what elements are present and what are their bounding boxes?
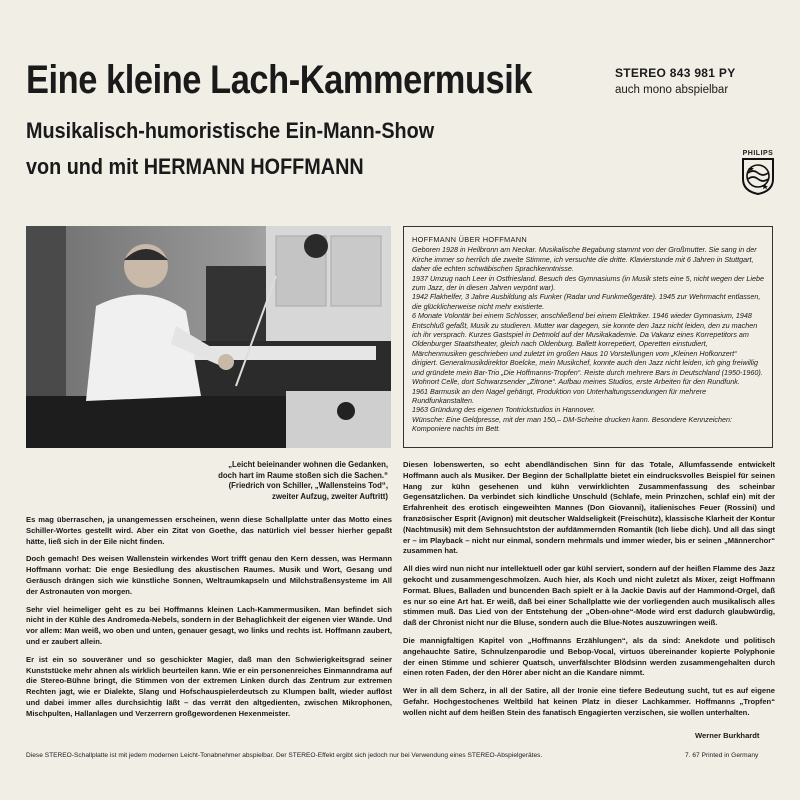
printed-in: 7. 67 Printed in Germany (685, 752, 759, 759)
philips-logo (738, 150, 778, 200)
philips-shield-icon (741, 157, 775, 195)
studio-photo (26, 226, 391, 448)
liner-paragraph: Sehr viel heimeliger geht es zu bei Hoffmanns kleinen Lach-Kammermusiken. Man befindet sich nicht in der Kühle des Andromeda-Nebels, sondern in der Behaglichkeit der eigenen vier Wände. Und vor allem: Man weiß, wo oben und unten, genauer gesagt, wo links und rechts ist. Hoffmann zaubert, und er zaubert allein. (26, 604, 392, 646)
liner-paragraph: Es mag überraschen, ja unangemessen erscheinen, wenn diese Schallplatte unter das Motto eines Schiller-Wortes gestellt wird. Aber ein Zitat von Goethe, das natürlich viel besser hierher gepaßt hätte, ließ sich in der Eile nicht finden. (26, 515, 392, 546)
bio-heading: HOFFMANN ÜBER HOFFMANN (412, 235, 527, 244)
liner-paragraph: Die mannigfaltigen Kapitel von „Hoffmanns Erzählungen“, als da sind: Anekdote und politisch angehauchte Satire, Schnulzenparodie und Bebop-Vocal, virtuos übereinander kopierte Polyphonie der einen Stimme und schierer Quatsch, unverfälschter Blödsinn werden zusammengehalten durch einen roten Faden, der den Hörer aber nicht an die Kandare nimmt. (403, 635, 775, 678)
liner-notes-left (26, 515, 392, 727)
liner-paragraph: Wer in all dem Scherz, in all der Satire, all der Ironie eine tiefere Bedeutung sucht, tut es auf eigene Gefahr. Hochgestochenes Weltbild hat keinen Platz in dieser Lachkammer. Hoffmanns „Tropfen“ wollen nicht auf dem heißen Stein des fanatisch Engagierten verzischen, sie wollen unterhalten. (403, 686, 775, 717)
catalog-number: STEREO 843 981 PY (615, 66, 736, 80)
bio-paragraph: 6 Monate Volontär bei einem Schlosser, anschließend bei einem Elektriker. 1946 wieder Gymnasium, 1948 Entschluß gefaßt, Musik zu studieren. Mutter war dagegen, sie konnte den Jazz nicht leiden, den zu machen ich ihr versprach. Kurzes Gastspiel in Detmold auf der Musikakademie. Da Vakanz eines Korrepetitors am Oldenburger Staatstheater, gleich nach Oldenburg. Ballett korrepetiert, Operetten einstudiert, Märchenmusiken geschrieben und zuletzt im großen Haus 10 Vorstellungen vom „Kleinen Hofkonzert“ dirigiert. Generalmusikdirektor Boelcke, mein Musikchef, konnte auch den Jazz nicht leiden, ich ging freiwillig und gründete mein Bar-Trio „Die Hoffmanns-Tropfen“. Reiste durch mehrere Bars in Deutschland (1950-1960). Wohnort Celle, dort Schwarzsender „Zitrone“. Aufbau meines Studios, erste Arbeiten für den Rundfunk. (412, 311, 763, 387)
bio-paragraph: 1937 Umzug nach Leer in Ostfriesland. Besuch des Gymnasiums (in Musik stets eine 5, nicht wegen der Liebe zum Jazz, der in diesen Jahren verpönt war). (412, 273, 764, 293)
bio-paragraph: 1942 Flakhelfer, 3 Jahre Ausbildung als Funker (Radar und Funkmeßgeräte). 1945 zur Wehrmacht entlassen, die glücklicherweise nicht mehr existierte. (412, 292, 761, 311)
bio-paragraph: Wünsche: Eine Geldpresse, mit der man 150,– DM-Scheine drucken kann. Besondere Kennzeichen: Komponiere nachts im Bett. (412, 414, 733, 434)
liner-notes-right (403, 460, 775, 726)
liner-paragraph: Diesen lobenswerten, so echt abendländischen Sinn für das Totale, Allumfassende entwickelt Hoffmann auch als Musiker. Der Beginn der Schallplatte bietet ein eindrucksvolles Beispiel für seinen Hang zur kühn gesehenen und kühn verwirklichten Zusammenfassung des scheinbar Gegensätzlichen. Da verbindet sich kindliche Unschuld (Schlafe, mein Prinzchen, schlaf ein) mit der Erfahrenheit des erotisch eingeweihten Mannes (Don Giovanni), italienisches Feuer (Rossini) und französischer Esprit (Avignon) mit deutscher Waldseligkeit (Freischütz), klassische Klarheit der Kontur (Nachtmusik) mit dem Sehnsuchtston der aufdämmernden Romantik (Ich liebe dich). Und all das singt er – im Playback – nicht nur einmal, sondern mehrmals und immer wieder, bis er seinen „Männerchor“ zusammen hat. (403, 460, 775, 556)
album-artist-line: von und mit HERMANN HOFFMANN (26, 154, 364, 179)
mono-note: auch mono abspielbar (615, 84, 729, 96)
album-title: Eine kleine Lach-Kammermusik (26, 58, 533, 102)
album-subtitle: Musikalisch-humoristische Ein-Mann-Show (26, 118, 435, 143)
bio-paragraph: 1961 Barmusik an den Nagel gehängt, Produktion von Unterhaltungssendungen für mehrere Rundfunkanstalten. (412, 386, 707, 405)
studio-photo-image (26, 226, 391, 448)
quote-attribution: (Friedrich von Schiller, „Wallensteins Tod“, (228, 481, 388, 491)
footer-note: Diese STEREO-Schallplatte ist mit jedem modernen Leicht-Tonabnehmer abspielbar. Der STEREO-Effekt ergibt sich jedoch nur bei Verwendung eines STEREO-Abspielgerätes. (26, 752, 543, 759)
liner-paragraph: Er ist ein so souveräner und so geschickter Magier, daß man den Schwierigkeitsgrad seiner Kunststücke mehr ahnen als wirklich beurteilen kann. Wie er ein personenreiches Einmanndrama auf die Stereo-Bühne bringt, die Stimmen von der extremen Linken durch das Zentrum zur extremen Rechten jagt, wie er Dialekte, Slang und Hofschauspielerdeutsch zu Klumpen ballt, wieder auflöst und dabei immer alles durchsichtig läßt – das verrät den altgedienten, zwischen Mikrophonen, Mischpulten, Hallanlagen und Verzerrern großgewordenen Hexenmeister. (26, 654, 392, 718)
philips-logo-text: PHILIPS (742, 150, 774, 157)
bio-box (403, 226, 773, 448)
quote-line: doch hart im Raume stoßen sich die Sachen.“ (218, 470, 388, 480)
liner-paragraph: All dies wird nun nicht nur intellektuell oder gar kühl serviert, sondern auf der heißen Flamme des Jazz gekocht und zusammengeschmolzen. Auch hier, als Koch und nicht zuletzt als Mixer, zeigt Hoffmann Format. Blues, Balladen und buncenden Bach spielt er à la Jackie Davis auf der Hammond-Orgel, daß es nur so eine Art hat. Er weiß, daß bei einer Schallplatte wie der vorliegenden auch musikalisch alles stimmen muß. Das Lied von der Entstehung der „Oben-ohne“-Mode wird erst dadurch glaubwürdig, daß der Chronist nicht nur die Bluse, sondern auch die Blue-Notes auszuwringen weiß. (403, 564, 775, 628)
bio-paragraph: Geboren 1928 in Heilbronn am Neckar. Musikalische Begabung stammt von der Großmutter. Sie sang in der Kirche immer so herrlich die zweite Stimme, ich versuchte die dritte. Klavierstunde mit 6 Jahren in Stuttgart, daher die echten schwäbischen Sprachkenntnisse. (412, 245, 757, 274)
schiller-quote (98, 460, 388, 502)
liner-paragraph: Doch gemach! Des weisen Wallenstein wirkendes Wort trifft genau den Kern dessen, was Hermann Hoffmann vorhat: Die enge Besiedlung des akustischen Raumes. Musik und Wort, Gesang und Geräusch drängen sich wie künstliche Sonnen, Weltraumkapseln und Milchstraßensysteme im All der Astronauten von morgen. (26, 554, 392, 596)
quote-attribution: zweiter Aufzug, zweiter Auftritt) (272, 491, 388, 501)
author-signature: Werner Burkhardt (695, 731, 760, 740)
bio-paragraph: 1963 Gründung des eigenen Tontrickstudios in Hannover. (412, 405, 596, 415)
quote-line: „Leicht beieinander wohnen die Gedanken, (228, 460, 388, 469)
